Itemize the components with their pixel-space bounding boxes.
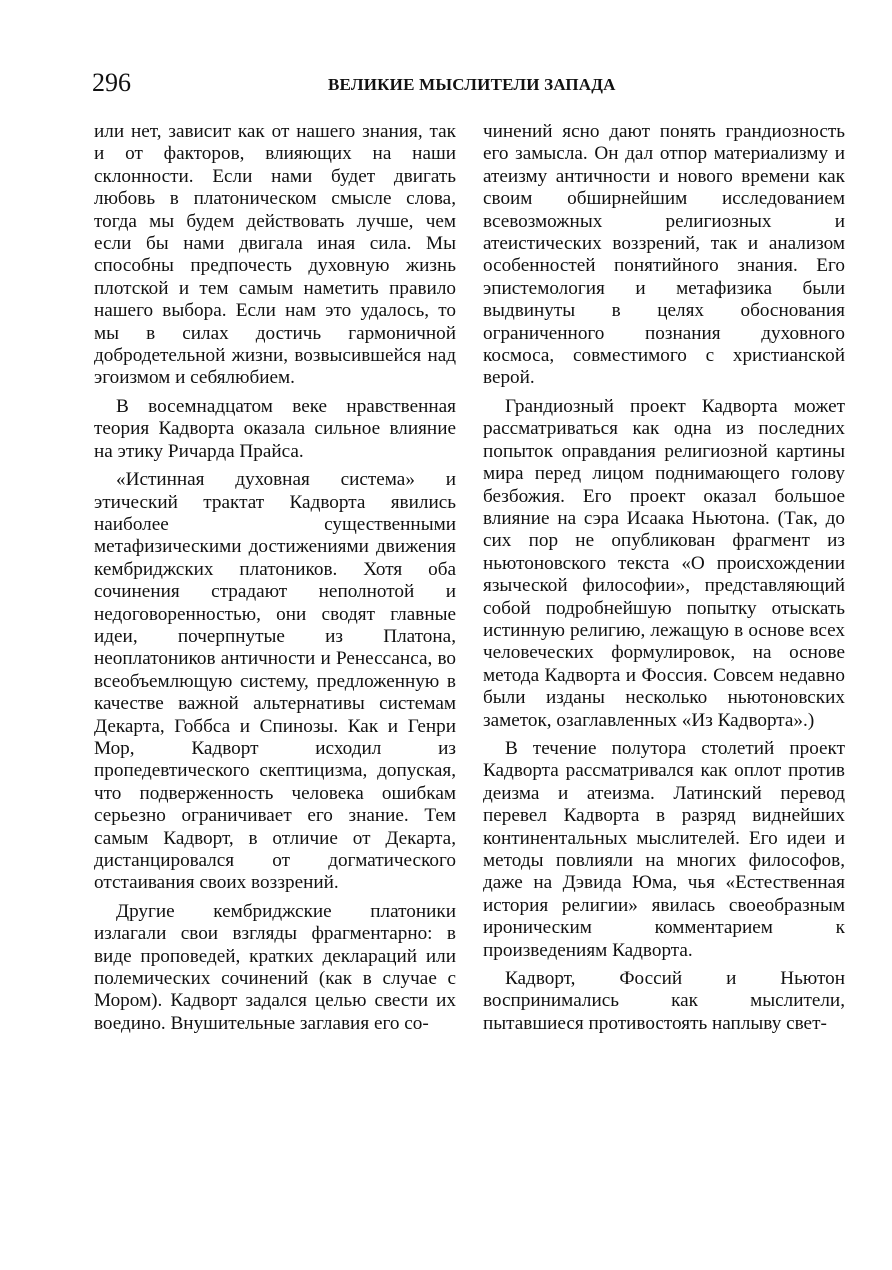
left-column xyxy=(94,121,456,1041)
paragraph: чинений ясно дают понять грандиозность его замысла. Он дал отпор материализму и атеизму античности и нового времени как своим обширнейшим исследованием всевозможных религиозных и атеистических воззрений, так и анализом особенностей понятийного знания. Его эпистемология и метафизика были выдвинуты в целях обоснования ограниченного познания духовного космоса, совместимого с христианской верой. xyxy=(483,121,845,389)
paragraph: Кадворт, Фоссий и Ньютон воспринимались как мыслители, пытавшиеся противостоять наплыву свет- xyxy=(483,968,845,1034)
paragraph: «Истинная духовная система» и этический трактат Кадворта явились наиболее существенными метафизическими достижениями движения кембриджских платоников. Хотя оба сочинения страдают неполнотой и недоговоренностью, они сводят главные идеи, почерпнутые из Платона, неоплатоников античности и Ренессанса, во всеобъемлющую систему, предложенную в качестве важной альтернативы системам Декарта, Гоббса и Спинозы. Как и Генри Мор, Кадворт исходил из пропедевтического скептицизма, допуская, что подверженность человека ошибкам серьезно ограничивает его знание. Тем самым Кадворт, в отличие от Декарта, дистанцировался от догматического отстаивания своих воззрений. xyxy=(94,469,456,894)
paragraph: Грандиозный проект Кадворта может рассматриваться как одна из последних попыток оправдания религиозной картины мира перед лицом поднимающего голову безбожия. Его проект оказал большое влияние на сэра Исаака Ньютона. (Так, до сих пор не опубликован фрагмент из ньютоновского текста «О происхождении языческой философии», представляющий собой подробнейшую попытку отыскать истинную религию, лежащую в основе всех человеческих формулировок, на основе метода Кадворта и Фоссия. Совсем недавно были изданы несколько ньютоновских заметок, озаглавленных «Из Кадворта».) xyxy=(483,395,845,731)
paragraph: В течение полутора столетий проект Кадворта рассматривался как оплот против деизма и атеизма. Латинский перевод перевел Кадворта в разряд виднейших континентальных мыслителей. Его идеи и методы повлияли на многих философов, даже на Дэвида Юма, чья «Естественная история религии» явилась своеобразным ироническим комментарием к произведениям Кадворта. xyxy=(483,737,845,961)
paragraph: В восемнадцатом веке нравственная теория Кадворта оказала сильное влияние на этику Ричарда Прайса. xyxy=(94,395,456,462)
paragraph: или нет, зависит как от нашего знания, так и от факторов, влияющих на наши склонности. Если нами будет двигать любовь в платоническом смысле слова, тогда мы будем действовать лучше, чем если бы нами двигала иная сила. Мы способны предпочесть духовную жизнь плотской и тем самым наметить правило нашего выбора. Если нам это удалось, то мы в силах достичь гармоничной добродетельной жизни, возвысившейся над эгоизмом и себялюбием. xyxy=(94,121,456,389)
page-number: 296 xyxy=(92,68,131,97)
running-title: ВЕЛИКИЕ МЫСЛИТЕЛИ ЗАПАДА xyxy=(328,75,616,94)
right-column xyxy=(483,121,845,1041)
paragraph: Другие кембриджские платоники излагали свои взгляды фрагментарно: в виде проповедей, кратких деклараций или полемических сочинений (как в случае с Мором). Кадворт задался целью свести их воедино. Внушительные заглавия его со- xyxy=(94,900,456,1034)
running-head xyxy=(92,68,864,98)
